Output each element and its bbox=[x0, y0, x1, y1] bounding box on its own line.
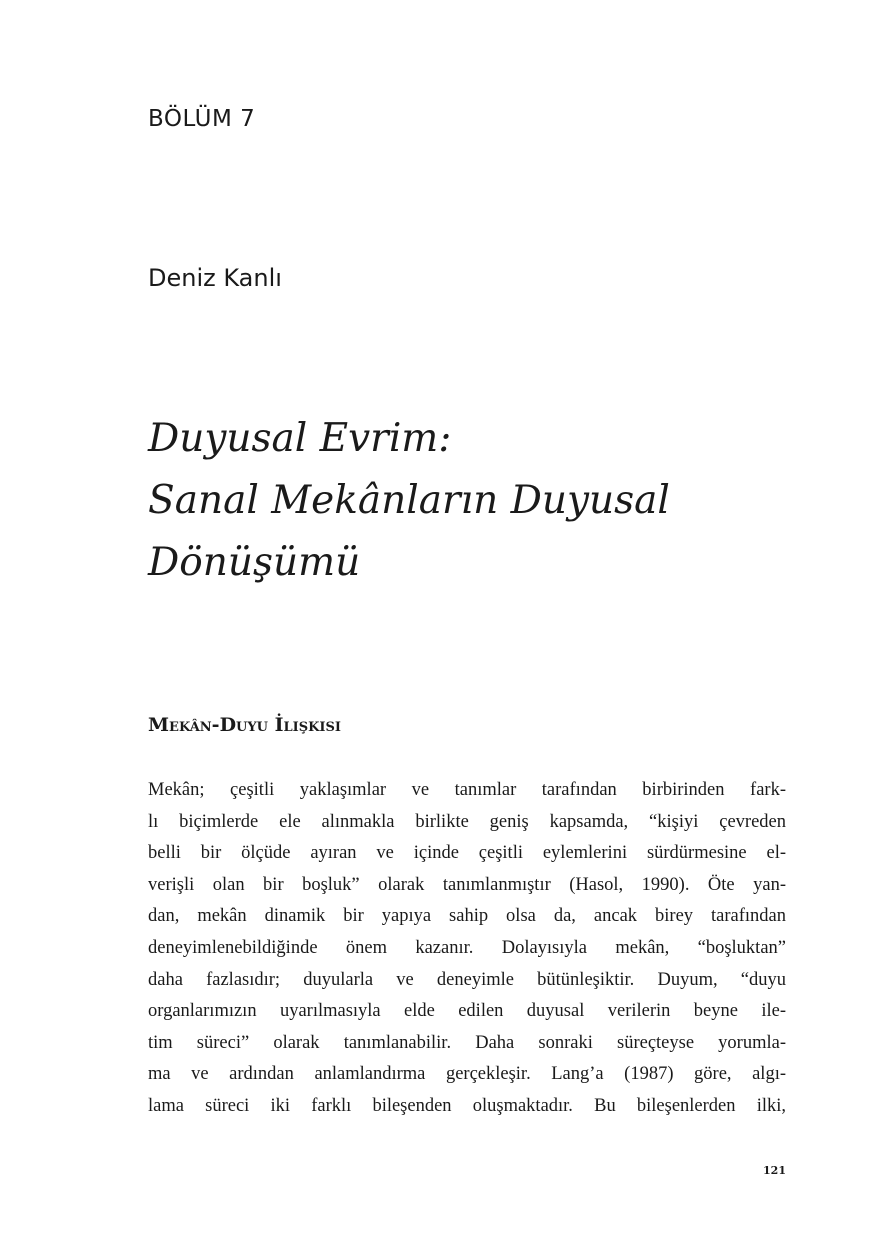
chapter-title-line: Duyusal Evrim: bbox=[148, 416, 452, 461]
body-line: deneyimlenebildiğinde önem kazanır. Dolayısıyla mekân, “boşluktan” bbox=[148, 937, 786, 958]
body-line: tim süreci” olarak tanımlanabilir. Daha sonraki süreçteyse yorumla- bbox=[148, 1032, 786, 1053]
body-line: organlarımızın uyarılmasıyla elde edilen duyusal verilerin beyne ile- bbox=[148, 1001, 786, 1022]
body-line: verişli olan bir boşluk” olarak tanımlanmıştır (Hasol, 1990). Öte yan- bbox=[148, 874, 786, 895]
body-line: lı biçimlerde ele alınmakla birlikte geniş kapsamda, “kişiyi çevreden bbox=[148, 811, 786, 832]
body-line: ma ve ardından anlamlandırma gerçekleşir. Lang’a (1987) göre, algı- bbox=[148, 1064, 786, 1085]
chapter-label: BÖLÜM 7 bbox=[148, 106, 256, 132]
body-line: Mekân; çeşitli yaklaşımlar ve tanımlar tarafından birbirinden fark- bbox=[148, 780, 786, 800]
chapter-title-line: Dönüşümü bbox=[148, 540, 361, 585]
chapter-title-line: Sanal Mekânların Duyusal bbox=[148, 478, 670, 523]
body-line: lama süreci iki farklı bileşenden oluşmaktadır. Bu bileşenlerden ilki, bbox=[148, 1095, 786, 1116]
chapter-title bbox=[148, 408, 808, 594]
page-number: 121 bbox=[763, 1164, 786, 1177]
body-line: daha fazlasıdır; duyularla ve deneyimle bütünleşiktir. Duyum, “duyu bbox=[148, 969, 786, 990]
body-line: dan, mekân dinamik bir yapıya sahip olsa da, ancak birey tarafından bbox=[148, 906, 786, 927]
author-name: Deniz Kanlı bbox=[148, 264, 282, 292]
body-line: belli bir ölçüde ayıran ve içinde çeşitli eylemlerini sürdürmesine el- bbox=[148, 843, 786, 864]
section-heading: Mekân-Duyu İlişkisi bbox=[148, 714, 341, 736]
body-paragraph bbox=[148, 775, 786, 1123]
